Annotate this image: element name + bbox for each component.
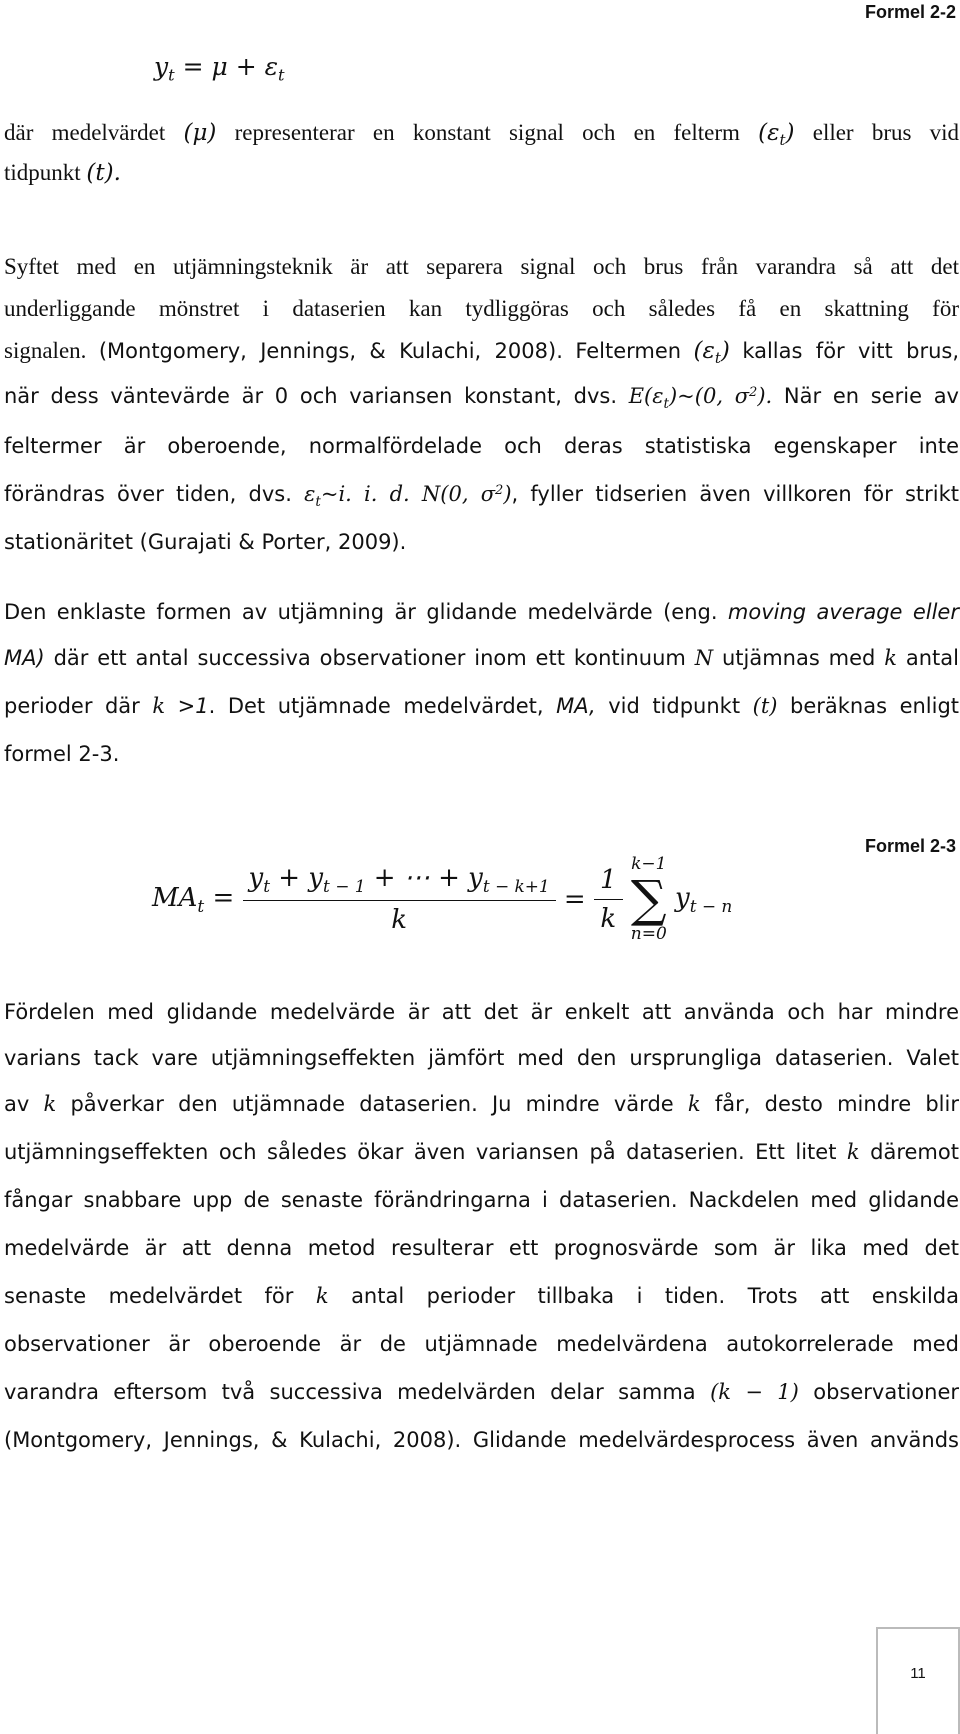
formula-label-2-2: Formel 2-2 [864, 2, 956, 22]
para3-line1: Den enklaste formen av utjämning är glidande medelvärde (eng. moving average eller [4, 600, 959, 624]
para4-line10: (Montgomery, Jennings, & Kulachi, 2008). Glidande medelvärdesprocess även används [4, 1428, 959, 1452]
formula-2-2: $y_t = \mu + \varepsilon_t$ [154, 52, 285, 85]
para4-line5: fångar snabbare upp de senaste förändringarna i dataserien. Nackdelen med glidande [4, 1188, 959, 1212]
para4-line6: medelvärde är att denna metod resulterar ett prognosvärde som är lika med det [4, 1236, 959, 1260]
para2-line1: Syftet med en utjämningsteknik är att separera signal och brus från varandra så att det [4, 254, 959, 279]
para2-line6: förändras över tiden, dvs. $\varepsilon_t\sim i$. i. d. N(0, $\sigma^2$), fyller tidserien även villkoren för strikt [4, 482, 959, 510]
para4-line2: varians tack vare utjämningseffekten jämfört med den ursprungliga dataserien. Valet [4, 1046, 959, 1070]
page-number: 11 [910, 1665, 926, 1682]
para3-line4: formel 2-3. [4, 742, 120, 766]
para4-line9: varandra eftersom två successiva medelvärden delar samma (k − 1) observationer [4, 1380, 959, 1404]
para4-line4: utjämningseffekten och således ökar även variansen på dataserien. Ett litet k däremot [4, 1140, 959, 1164]
para4-line3: av k påverkar den utjämnade dataserien. Ju mindre värde k får, desto mindre blir [4, 1092, 959, 1116]
para4-line7: senaste medelvärdet för k antal perioder tillbaka i tiden. Trots att enskilda [4, 1284, 959, 1308]
para3-line2: MA) där ett antal successiva observationer inom ett kontinuum N utjämnas med k antal [4, 646, 959, 670]
iid-formula: $\varepsilon_t\sim i$. i. d. N(0, $\sigma^2$) [304, 482, 512, 510]
para4-line8: observationer är oberoende är de utjämnade medelvärdena autokorrelerade med [4, 1332, 959, 1356]
formula-2-3: $MA_t$ = $\frac{y_t + y_{t - 1} + \cdots + y_{t - k+1}}{k}$ = $\frac{1}{k}$ k−1 ∑ n=0 $y_{t - n}$ [152, 854, 733, 944]
para2-line7: stationäritet (Gurajati & Porter, 2009). [4, 530, 407, 554]
epsilon-t-symbol: $(\varepsilon_t)$ [758, 120, 795, 150]
page-number-box [876, 1627, 960, 1734]
para2-line2: underliggande mönstret i dataserien kan tydliggöras och således få en skattning för [4, 296, 959, 321]
para4-line1: Fördelen med glidande medelvärde är att det är enkelt att använda och har mindre [4, 1000, 959, 1024]
expectation-formula: $E(\varepsilon_t)\sim(0$, $\sigma^2$). [628, 384, 773, 412]
para1-line2: tidpunkt (t). [4, 160, 121, 186]
mu-symbol: (μ) [183, 120, 217, 146]
t-symbol: (t). [86, 160, 121, 186]
para3-line3: perioder där k >1. Det utjämnade medelvärdet, MA, vid tidpunkt (t) beräknas enligt [4, 694, 960, 718]
para2-line3: signalen. (Montgomery, Jennings, & Kulachi, 2008). Feltermen $(\varepsilon_t)$ kallas för vitt brus, [4, 338, 960, 368]
formula-label-2-3: Formel 2-3 [864, 836, 956, 856]
para2-line5: feltermer är oberoende, normalfördelade och deras statistiska egenskaper inte [4, 434, 959, 458]
para2-line4: när dess väntevärde är 0 och variansen konstant, dvs. $E(\varepsilon_t)\sim(0$, $\sigma^2$). När en serie av [4, 384, 959, 412]
para1-line1: där medelvärdet (μ) representerar en konstant signal och en felterm $(\varepsilon_t)$ eller brus vid [4, 120, 960, 150]
